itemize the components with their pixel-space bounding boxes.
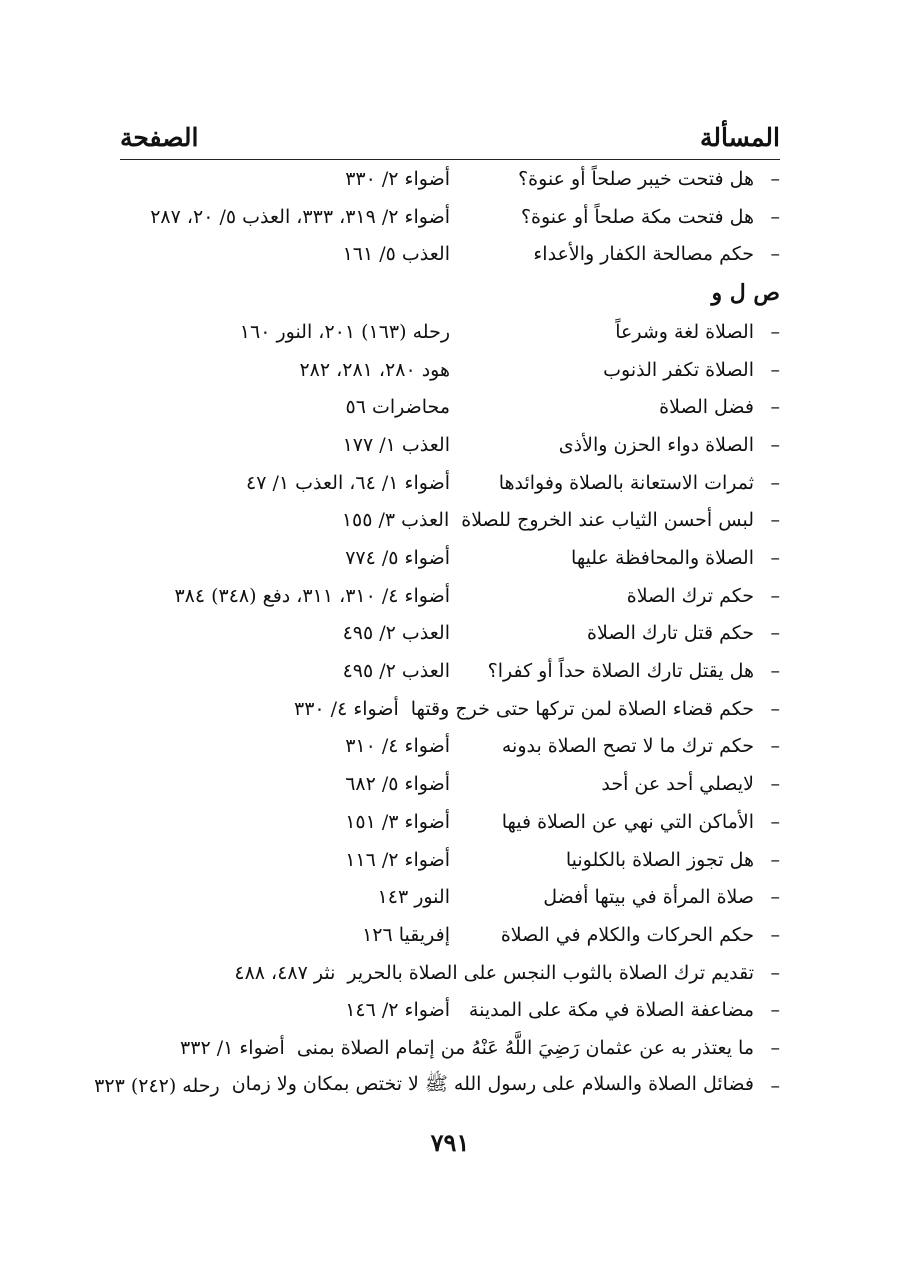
- entry-topic: تقديم ترك الصلاة بالثوب النجس على الصلاة بالحرير: [347, 961, 754, 984]
- entry-dash: –: [770, 433, 780, 456]
- topic-column-heading: المسألة: [700, 123, 780, 152]
- entry-reference: أضواء ٤/ ٣١٠، ٣١١، دفع (٣٤٨) ٣٨٤: [174, 584, 450, 607]
- entry-reference: أضواء ٣/ ١٥١: [345, 810, 450, 833]
- entry-topic: حكم ترك ما لا تصح الصلاة بدونه: [501, 735, 754, 758]
- entry-topic: فضل الصلاة: [659, 396, 754, 419]
- list-item: [120, 198, 780, 236]
- list-item: [120, 841, 780, 879]
- entry-topic: ثمرات الاستعانة بالصلاة وفوائدها: [498, 471, 754, 494]
- section-heading: [120, 273, 780, 313]
- list-item: [120, 426, 780, 464]
- entry-topic: لبس أحسن الثياب عند الخروج للصلاة: [461, 509, 754, 532]
- list-item: [120, 539, 780, 577]
- entry-reference: أضواء ٢/ ١١٦: [345, 848, 450, 871]
- list-item: [120, 502, 780, 540]
- entry-dash: –: [770, 886, 780, 909]
- list-item: [120, 577, 780, 615]
- entry-topic: صلاة المرأة في بيتها أفضل: [543, 886, 754, 909]
- entry-dash: –: [770, 848, 780, 871]
- entry-dash: –: [770, 773, 780, 796]
- entry-dash: –: [770, 999, 780, 1022]
- entry-topic: حكم ترك الصلاة: [626, 584, 754, 607]
- entry-reference: أضواء ٢/ ٣٣٠: [345, 167, 450, 190]
- entry-topic: هل تجوز الصلاة بالكلونيا: [565, 848, 754, 871]
- entry-reference: أضواء ٤/ ٣١٠: [345, 735, 450, 758]
- entry-reference: العذب ٢/ ٤٩٥: [342, 622, 450, 645]
- entry-dash: –: [770, 584, 780, 607]
- list-item: [120, 803, 780, 841]
- table-header: [120, 118, 780, 160]
- entry-reference: رحله (٢٤٢) ٣٢٣: [94, 1074, 220, 1097]
- entry-reference: نثر ٤٨٧، ٤٨٨: [234, 961, 336, 984]
- list-item: [120, 388, 780, 426]
- list-item: [120, 652, 780, 690]
- list-item: [120, 690, 780, 728]
- entry-reference: محاضرات ٥٦: [345, 396, 450, 419]
- entry-topic: هل فتحت مكة صلحاً أو عنوة؟: [520, 205, 754, 228]
- entry-reference: النور ١٤٣: [377, 886, 450, 909]
- entry-dash: –: [770, 320, 780, 343]
- entry-reference: رحله (١٦٣) ٢٠١، النور ١٦٠: [239, 320, 450, 343]
- list-item: [120, 728, 780, 766]
- entry-dash: –: [770, 697, 780, 720]
- entry-topic: حكم قتل تارك الصلاة: [587, 622, 754, 645]
- list-item: [120, 160, 780, 198]
- entry-dash: –: [770, 923, 780, 946]
- entry-dash: –: [770, 167, 780, 190]
- entry-reference: إفريقيا ١٢٦: [362, 923, 450, 946]
- entry-dash: –: [770, 810, 780, 833]
- entry-dash: –: [770, 205, 780, 228]
- entry-reference: العذب ٥/ ١٦١: [342, 243, 450, 266]
- index-page: [94, 118, 780, 1105]
- entry-reference: أضواء ١/ ٣٣٢: [180, 1036, 285, 1059]
- entry-reference: أضواء ٢/ ٣١٩، ٣٣٣، العذب ٥/ ٢٠، ٢٨٧: [150, 205, 450, 228]
- list-item: [120, 464, 780, 502]
- entry-reference: أضواء ٤/ ٣٣٠: [293, 697, 399, 720]
- entry-dash: –: [770, 961, 780, 984]
- entry-reference: العذب ٢/ ٤٩٥: [342, 660, 450, 683]
- entry-dash: –: [770, 243, 780, 266]
- entry-reference: أضواء ١/ ٦٤، العذب ١/ ٤٧: [246, 471, 450, 494]
- entry-dash: –: [770, 1074, 780, 1097]
- entry-topic: ما يعتذر به عن عثمان رَضِيَ اللَّهُ عَنْهُ من إتمام الصلاة بمنى: [296, 1036, 754, 1059]
- entry-dash: –: [770, 622, 780, 645]
- entry-dash: –: [770, 660, 780, 683]
- entry-reference: العذب ١/ ١٧٧: [342, 433, 450, 456]
- entry-topic: الصلاة تكفر الذنوب: [603, 358, 754, 381]
- entry-topic: حكم قضاء الصلاة لمن تركها حتى خرج وقتها: [410, 697, 754, 720]
- entry-dash: –: [770, 547, 780, 570]
- entry-dash: –: [770, 396, 780, 419]
- index-entries: [94, 160, 780, 1105]
- list-item: [120, 954, 780, 992]
- entry-dash: –: [770, 735, 780, 758]
- entry-topic: هل فتحت خيبر صلحاً أو عنوة؟: [518, 167, 754, 190]
- entry-topic: لايصلي أحد عن أحد: [601, 773, 754, 796]
- list-item: [120, 916, 780, 954]
- entry-dash: –: [770, 471, 780, 494]
- list-item: [120, 615, 780, 653]
- entry-topic: مضاعفة الصلاة في مكة على المدينة: [468, 999, 754, 1022]
- list-item: [120, 1029, 780, 1067]
- list-item: [120, 235, 780, 273]
- section-root-letters: ص ل و: [711, 280, 780, 307]
- page-number: ٧٩١: [430, 1128, 470, 1157]
- list-item: [120, 878, 780, 916]
- entry-reference: هود ٢٨٠، ٢٨١، ٢٨٢: [299, 358, 450, 381]
- page-column-heading: الصفحة: [120, 123, 199, 152]
- entry-topic: الصلاة دواء الحزن والأذى: [558, 433, 754, 456]
- list-item: [120, 351, 780, 389]
- entry-topic: هل يقتل تارك الصلاة حداً أو كفرا؟: [487, 660, 754, 683]
- entry-reference: أضواء ٥/ ٧٧٤: [345, 547, 450, 570]
- entry-reference: العذب ٣/ ١٥٥: [341, 509, 450, 532]
- list-item: [94, 1067, 780, 1105]
- entry-topic: الصلاة والمحافظة عليها: [571, 547, 754, 570]
- entry-topic: الصلاة لغة وشرعاً: [615, 320, 754, 343]
- entry-dash: –: [770, 509, 780, 532]
- entry-reference: أضواء ٢/ ١٤٦: [345, 999, 450, 1022]
- entry-topic: فضائل الصلاة والسلام على رسول الله ﷺ لا تختص بمكان ولا زمان: [231, 1072, 754, 1095]
- entry-reference: أضواء ٥/ ٦٨٢: [345, 773, 450, 796]
- list-item: [120, 313, 780, 351]
- entry-dash: –: [770, 358, 780, 381]
- entry-dash: –: [770, 1036, 780, 1059]
- list-item: [120, 991, 780, 1029]
- entry-topic: حكم الحركات والكلام في الصلاة: [500, 923, 754, 946]
- entry-topic: حكم مصالحة الكفار والأعداء: [533, 243, 754, 266]
- list-item: [120, 765, 780, 803]
- entry-topic: الأماكن التي نهي عن الصلاة فيها: [501, 810, 754, 833]
